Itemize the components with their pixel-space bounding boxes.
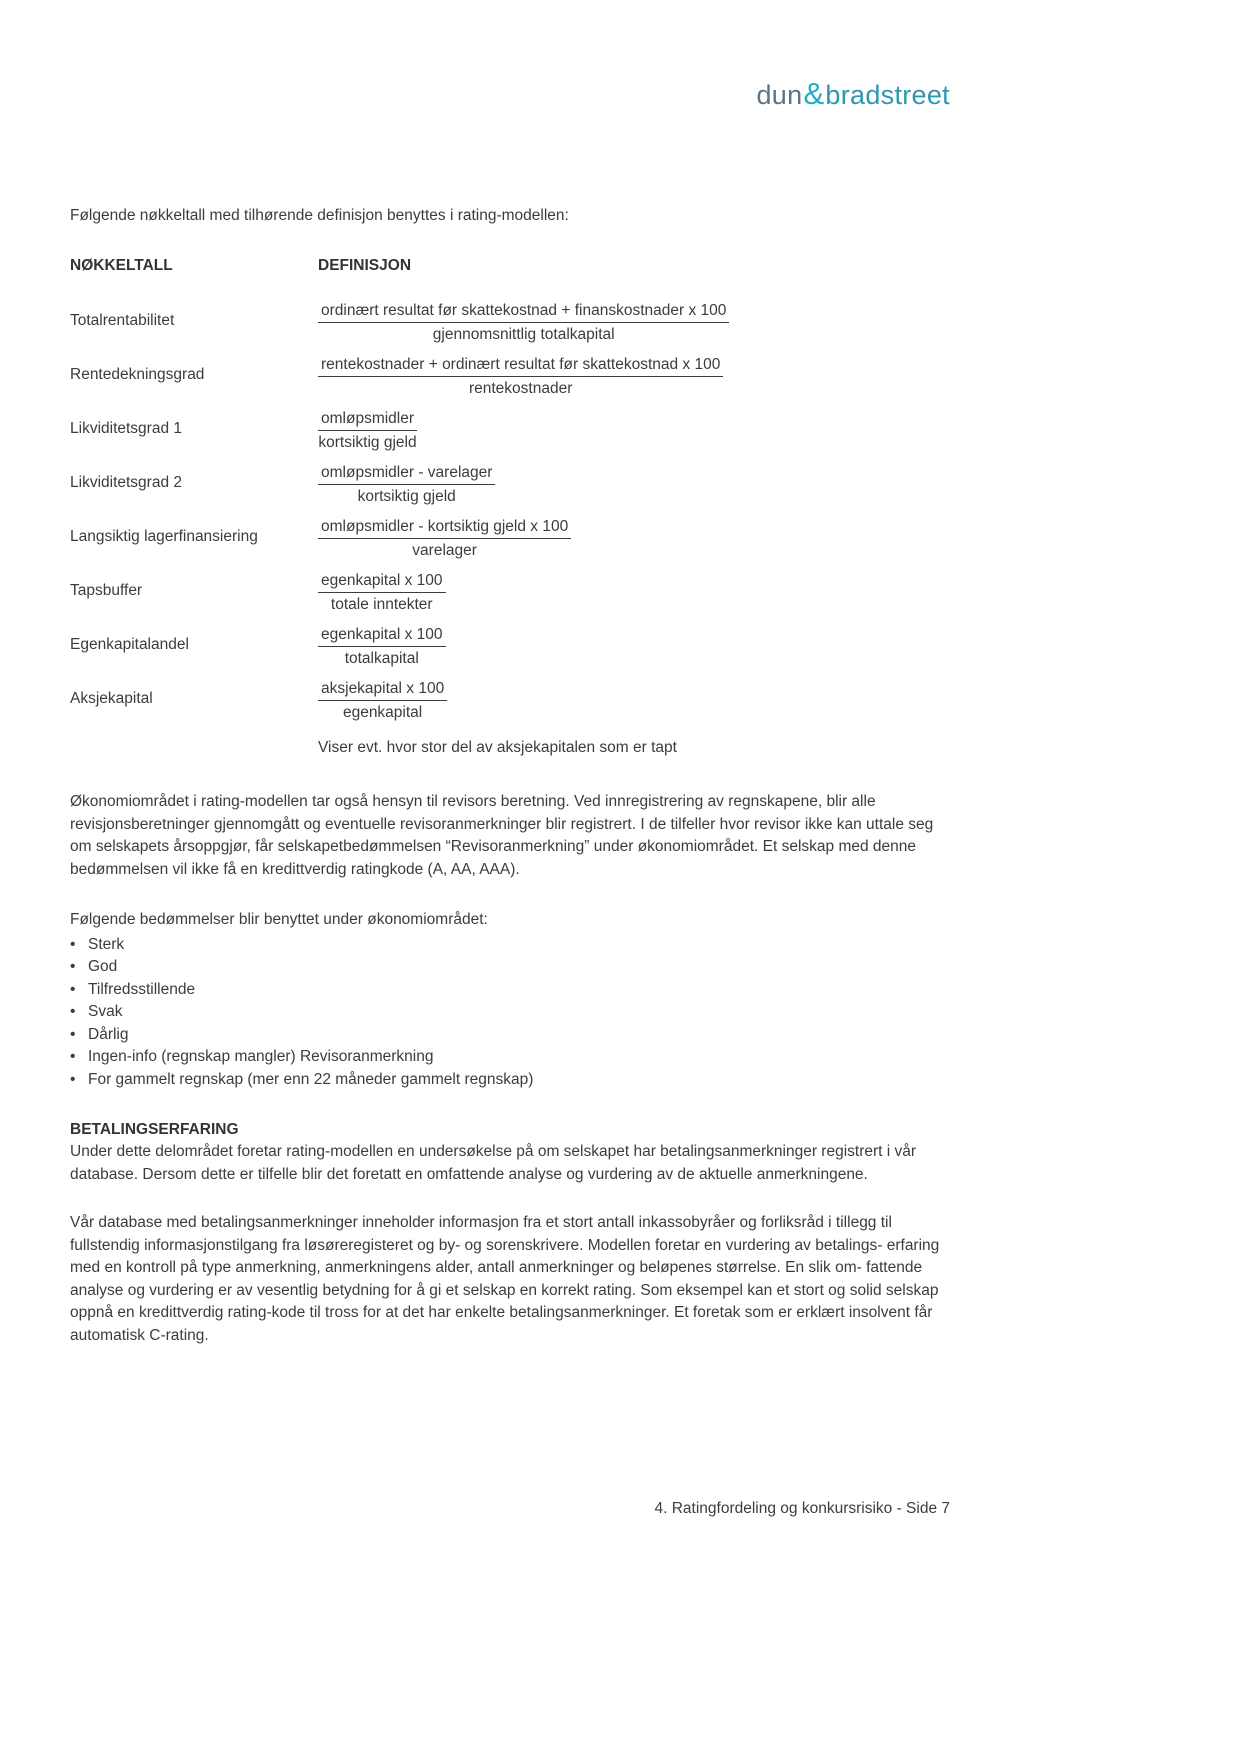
list-item-label: Ingen-info (regnskap mangler) Revisoranmerkning — [88, 1048, 434, 1065]
fraction-numerator: aksjekapital x 100 — [318, 679, 447, 701]
key-figures-table — [70, 257, 950, 759]
table-header-row — [70, 257, 950, 275]
key-figure-label: Totalrentabilitet — [70, 312, 175, 329]
fraction-denominator: varelager — [412, 542, 477, 559]
fraction-numerator: omløpsmidler - kortsiktig gjeld x 100 — [318, 517, 571, 539]
list-item-label: God — [88, 958, 118, 975]
logo-text-bradstreet: bradstreet — [825, 80, 950, 110]
fraction-denominator: rentekostnader — [468, 380, 573, 397]
list-item — [70, 1046, 950, 1069]
fraction-numerator: omløpsmidler — [318, 409, 417, 431]
payment-paragraph-2: Vår database med betalingsanmerkninger inneholder informasjon fra et stort antall inkassobyråer og forliksråd i tillegg til fullstendig informasjonstilgang fra løsøreregisteret og by- og sorenskrivere. Modellen foretar en vurdering av betalings- erfaring med en kontroll på type anmerkning, anmerkningens alder, antall anmerkninger og beløpenes størrelse. En slik om- fattende analyse og vurdering er av vesentlig betydning for å gi et selskap en korrekt rating. Som eksempel kan et stort og solid selskap oppnå en kredittverdig rating-kode til tross for at det har enkelte betalingsanmerkninger. Et foretak som er erklært insolvent får automatisk C-rating. — [70, 1214, 940, 1344]
column-header-nokkeltall: NØKKELTALL — [70, 257, 173, 274]
payment-paragraph-1: Under dette delområdet foretar rating-modellen en undersøkelse på om selskapet har betalingsanmerkninger registrert i vår database. Dersom dette er tilfelle blir det foretatt en omfattende analyse og vurdering av de aktuelle anmerkningene. — [70, 1143, 917, 1183]
list-item-label: Tilfredsstillende — [88, 980, 196, 998]
intro-paragraph: Følgende nøkkeltall med tilhørende definisjon benyttes i rating-modellen: — [70, 207, 569, 224]
list-item — [70, 1024, 950, 1047]
assessment-list-intro: Følgende bedømmelser blir benyttet under økonomiområdet: — [70, 911, 488, 928]
table-row — [70, 625, 950, 669]
list-item-label: Svak — [88, 1003, 123, 1020]
key-figure-label: Egenkapitalandel — [70, 636, 189, 653]
fraction-denominator: kortsiktig gjeld — [357, 488, 456, 505]
list-item — [70, 979, 950, 1002]
fraction-denominator: totale inntekter — [330, 596, 433, 613]
fraction-numerator: rentekostnader + ordinært resultat før skattekostnad x 100 — [318, 355, 723, 377]
bullet-icon: • — [70, 980, 76, 998]
fraction — [318, 625, 446, 669]
key-figure-label: Likviditetsgrad 2 — [70, 474, 183, 491]
fraction — [318, 679, 447, 723]
fraction-numerator: ordinært resultat før skattekostnad + finanskostnader x 100 — [318, 301, 729, 323]
fraction-denominator: egenkapital — [342, 704, 423, 721]
table-note: Viser evt. hvor stor del av aksjekapitalen som er tapt — [318, 739, 677, 756]
list-item-label: Dårlig — [88, 1025, 129, 1043]
bullet-icon: • — [70, 1003, 76, 1020]
list-item-label: For gammelt regnskap (mer enn 22 måneder gammelt regnskap) — [88, 1070, 534, 1088]
table-row — [70, 679, 950, 723]
key-figure-label: Rentedekningsgrad — [70, 366, 205, 383]
bullet-icon: • — [70, 1025, 76, 1043]
key-figure-label: Tapsbuffer — [70, 582, 143, 599]
bullet-icon: • — [70, 958, 76, 975]
key-figure-definition — [318, 409, 950, 453]
list-item-label: Sterk — [88, 935, 125, 953]
fraction — [318, 463, 495, 507]
fraction — [318, 517, 571, 561]
economy-paragraph: Økonomiområdet i rating-modellen tar også hensyn til revisors beretning. Ved innregistrering av regnskapene, blir alle revisjonsberetninger gjennomgått og eventuelle revisoranmerkninger blir registrert. I de tilfeller hvor revisor ikke kan uttale seg om selskapets årsoppgjør, får selskapetbedømmelsen “Revisoranmerkning” under økonomiområdet. Et selskap med denne bedømmelsen vil ikke få en kredittverdig ratingkode (A, AA, AAA). — [70, 793, 934, 878]
assessment-list — [70, 934, 950, 1092]
list-item — [70, 934, 950, 957]
table-row — [70, 571, 950, 615]
list-item — [70, 1069, 950, 1092]
fraction-numerator: egenkapital x 100 — [318, 571, 446, 593]
logo-ampersand-icon: & — [803, 76, 825, 111]
key-figure-label: Likviditetsgrad 1 — [70, 420, 183, 437]
fraction-numerator: egenkapital x 100 — [318, 625, 446, 647]
key-figure-definition — [318, 679, 950, 723]
key-figure-definition — [318, 571, 950, 615]
key-figure-definition — [318, 625, 950, 669]
column-header-definisjon: DEFINISJON — [318, 257, 412, 274]
key-figure-definition — [318, 355, 950, 399]
fraction-numerator: omløpsmidler - varelager — [318, 463, 495, 485]
fraction-denominator: totalkapital — [344, 650, 419, 667]
bullet-icon: • — [70, 1048, 76, 1065]
list-item — [70, 1001, 950, 1024]
table-row — [70, 517, 950, 561]
table-row — [70, 301, 950, 345]
section-heading-betalingserfaring: BETALINGSERFARING — [70, 1121, 239, 1138]
key-figure-definition — [318, 517, 950, 561]
bullet-icon: • — [70, 935, 76, 953]
dun-bradstreet-logo — [756, 76, 950, 112]
document-content — [70, 205, 950, 1347]
table-body — [70, 301, 950, 723]
key-figure-definition — [318, 301, 950, 345]
bullet-icon: • — [70, 1070, 76, 1088]
logo-text-dun: dun — [756, 80, 803, 110]
fraction-denominator: kortsiktig gjeld — [318, 434, 417, 451]
list-item — [70, 956, 950, 979]
page-footer: 4. Ratingfordeling og konkursrisiko - Side 7 — [654, 1500, 950, 1517]
fraction-denominator: gjennomsnittlig totalkapital — [432, 326, 615, 343]
table-row — [70, 355, 950, 399]
key-figure-definition — [318, 463, 950, 507]
fraction — [318, 571, 446, 615]
key-figure-label: Langsiktig lagerfinansiering — [70, 528, 258, 545]
fraction — [318, 355, 723, 399]
table-row — [70, 463, 950, 507]
key-figure-label: Aksjekapital — [70, 690, 153, 707]
table-row — [70, 409, 950, 453]
fraction — [318, 301, 729, 345]
fraction — [318, 409, 417, 453]
